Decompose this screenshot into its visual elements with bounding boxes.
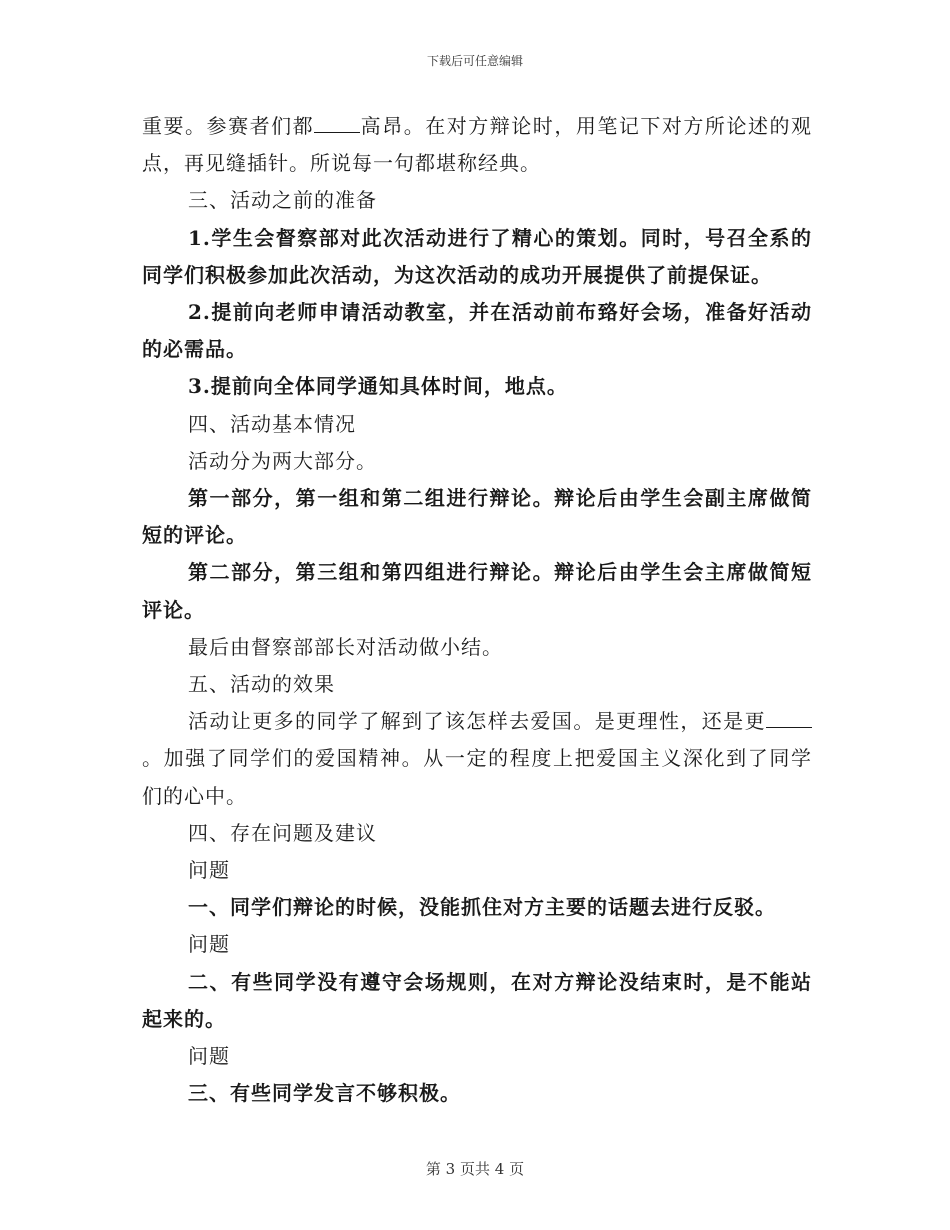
preparation-item-3: 3.提前向全体同学通知具体时间，地点。 — [188, 374, 568, 399]
paragraph-participants — [142, 108, 812, 182]
paragraph-part-two: 第二部分，第三组和第四组进行辩论。辩论后由学生会主席做简短评论。 — [142, 560, 812, 622]
section-heading-effect: 五、活动的效果 — [188, 672, 335, 697]
document-body — [142, 108, 812, 1112]
problem-label: 问题 — [188, 858, 230, 883]
paragraph-summary: 最后由督察部部长对活动做小结。 — [188, 634, 503, 659]
paragraph-text: 。加强了同学们的爱国精神。从一定的程度上把爱国主义深化到了同学们的心中。 — [142, 746, 812, 808]
page-footer: 第 3 页共 4 页 — [425, 1160, 525, 1178]
preparation-item-1: 1.学生会督察部对此次活动进行了精心的策划。同时，号召全系的同学们积极参加此次活动，为这次活动的成功开展提供了前提保证。 — [142, 225, 812, 287]
section-heading-problems: 四、存在问题及建议 — [188, 820, 377, 845]
paragraph-two-parts: 活动分为两大部分。 — [188, 448, 377, 473]
problem-label: 问题 — [188, 932, 230, 957]
paragraph-text: 活动让更多的同学了解到了该怎样去爱国。是更理性，还是更 — [188, 709, 766, 734]
problem-label: 问题 — [188, 1044, 230, 1069]
section-heading-basic-info: 四、活动基本情况 — [188, 411, 356, 436]
paragraph-effect — [142, 703, 812, 815]
section-heading-preparation: 三、活动之前的准备 — [188, 188, 377, 213]
problem-item-3: 三、有些同学发言不够积极。 — [188, 1081, 461, 1106]
problem-item-1: 一、同学们辩论的时候，没能抓住对方主要的话题去进行反驳。 — [188, 895, 776, 920]
paragraph-text: 高昂。在对方辩论时，用笔记下对方所论述的观点，再见缝插针。所说每一句都堪称经典。 — [142, 114, 813, 176]
fill-blank — [314, 114, 360, 133]
fill-blank — [766, 709, 812, 728]
paragraph-text: 重要。参赛者们都 — [142, 114, 315, 138]
preparation-item-2: 2.提前向老师申请活动教室，并在活动前布臵好会场，准备好活动的必需品。 — [142, 300, 812, 362]
page-header: 下载后可任意编辑 — [426, 54, 523, 68]
problem-item-2: 二、有些同学没有遵守会场规则，在对方辩论没结束时，是不能站起来的。 — [142, 969, 812, 1031]
paragraph-part-one: 第一部分，第一组和第二组进行辩论。辩论后由学生会副主席做简短的评论。 — [142, 486, 812, 548]
